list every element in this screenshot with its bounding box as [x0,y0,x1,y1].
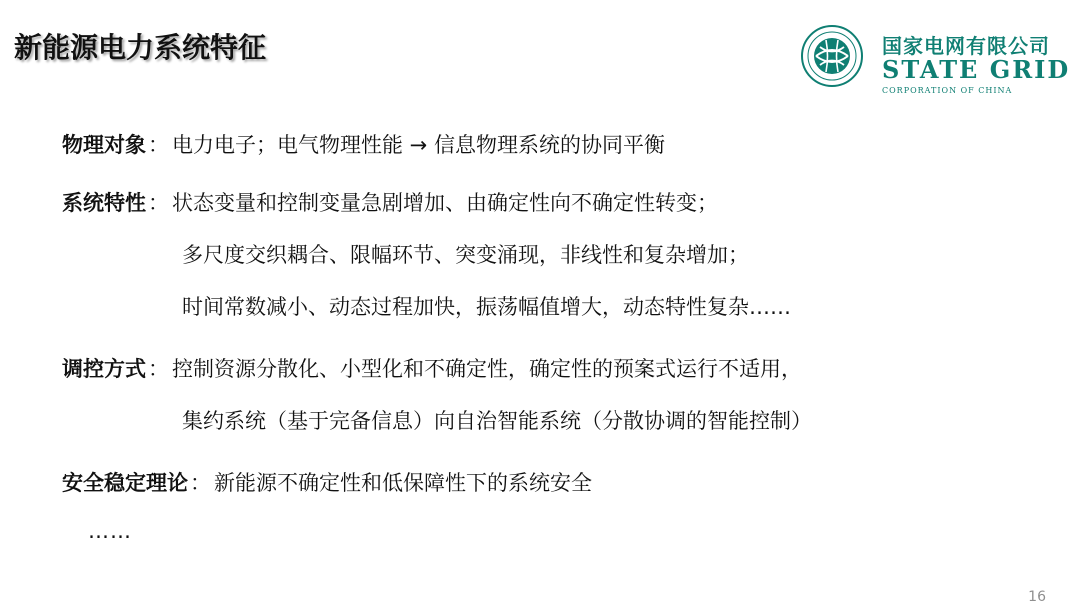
trailing-ellipsis: …… [88,519,132,543]
item-term: 物理对象 [62,133,146,158]
item-text: 多尺度交织耦合、限幅环节、突变涌现，非线性和复杂增加； [182,243,749,268]
item-text: 集约系统（基于完备信息）向自治智能系统（分散协调的智能控制） [182,409,812,434]
page-number: 16 [1028,589,1046,605]
state-grid-globe-emblem-icon [798,22,866,90]
list-item-system-characteristics-line-3 [182,290,791,326]
list-item-system-characteristics [62,186,718,222]
state-grid-logo [798,22,1071,98]
item-text: 新能源不确定性和低保障性下的系统安全 [214,471,592,496]
item-text: 状态变量和控制变量急剧增加、由确定性向不确定性转变； [172,191,718,216]
list-item-system-characteristics-line-2 [182,238,749,274]
item-separator: ： [190,471,211,496]
item-text: 电力电子；电气物理性能 → 信息物理系统的协同平衡 [172,133,665,158]
slide-title: 新能源电力系统特征 [14,31,267,64]
list-item-physical-object [62,128,665,164]
item-text: 时间常数减小、动态过程加快，振荡幅值增大，动态特性复杂…… [182,295,791,320]
list-item-control-method [62,352,802,388]
item-text: 控制资源分散化、小型化和不确定性，确定性的预案式运行不适用， [172,357,802,382]
logo-english-name: STATE GRID [882,55,1071,84]
list-item-security-stability-theory [62,466,592,502]
logo-chinese-name: 国家电网有限公司 [882,34,1050,58]
item-term: 调控方式 [62,357,146,382]
logo-english-subtitle: CORPORATION OF CHINA [882,86,1013,95]
item-separator: ： [148,191,169,216]
item-term: 系统特性 [62,191,146,216]
item-separator: ： [148,133,169,158]
item-separator: ： [148,357,169,382]
list-item-control-method-line-2 [182,404,812,440]
item-term: 安全稳定理论 [62,471,188,496]
